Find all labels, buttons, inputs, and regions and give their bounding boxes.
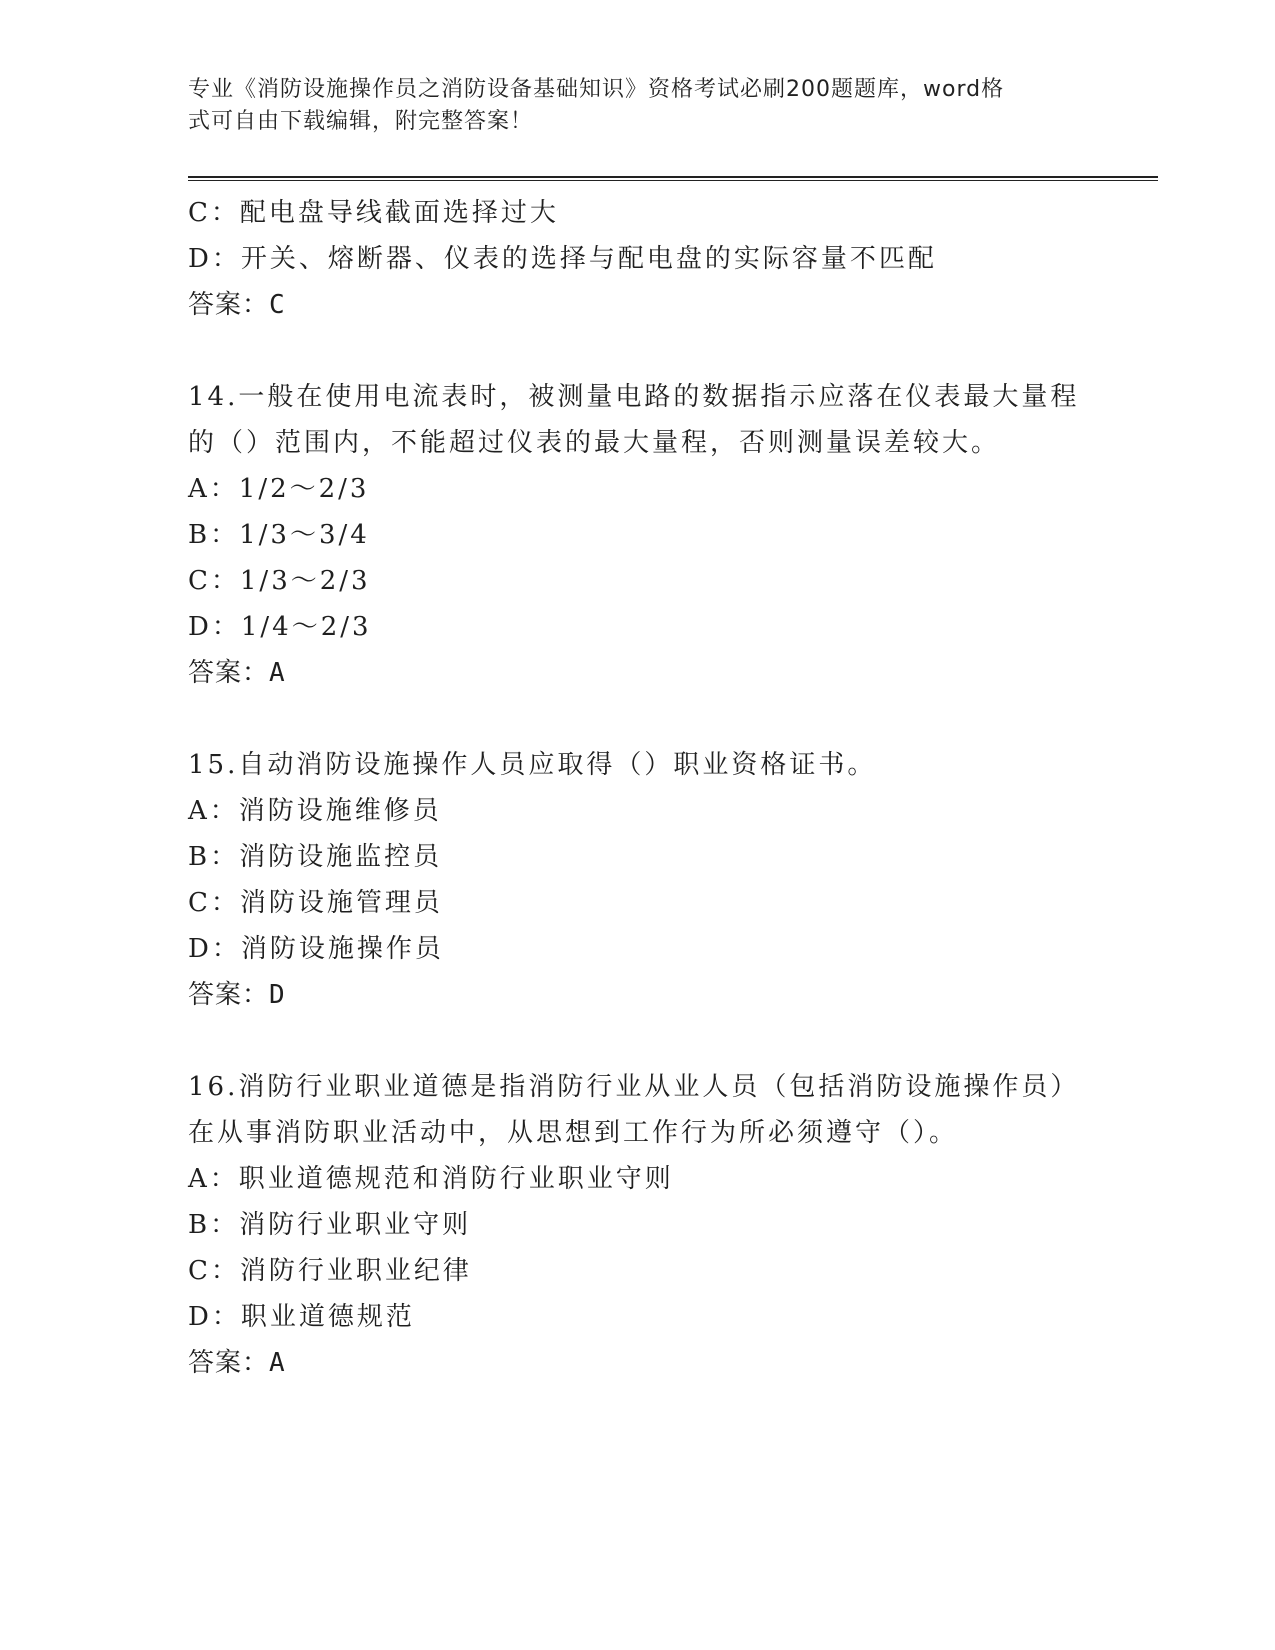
- question-14: [188, 374, 1088, 696]
- question-stem: 在从事消防职业活动中，从思想到工作行为所必须遵守（）。: [188, 1118, 959, 1148]
- option-c: C：消防行业职业纪律: [188, 1256, 472, 1286]
- option-c: C：配电盘导线截面选择过大: [188, 198, 559, 228]
- option-d: D：开关、熔断器、仪表的选择与配电盘的实际容量不匹配: [188, 244, 937, 274]
- question-continued: [188, 190, 1088, 328]
- option-c: C：消防设施管理员: [188, 888, 443, 918]
- header-line-1: 专业《消防设施操作员之消防设备基础知识》资格考试必刷200题题库，word格: [188, 77, 1005, 102]
- answer-line: 答案：A: [188, 658, 286, 688]
- answer-line: 答案：A: [188, 1348, 286, 1378]
- answer-line: 答案：D: [188, 980, 286, 1010]
- spacer: [188, 1018, 1088, 1064]
- option-b: B：消防设施监控员: [188, 842, 443, 872]
- option-a: A：消防设施维修员: [188, 796, 442, 826]
- spacer: [188, 696, 1088, 742]
- header-line-2: 式可自由下载编辑，附完整答案！: [188, 109, 534, 134]
- answer-line: 答案：C: [188, 290, 286, 320]
- option-d: D：1/4～2/3: [188, 612, 372, 642]
- option-b: B：消防行业职业守则: [188, 1210, 472, 1240]
- header-divider: [188, 176, 1158, 181]
- option-d: D：消防设施操作员: [188, 934, 444, 964]
- question-list: [188, 190, 1088, 1386]
- question-stem: 14.一般在使用电流表时，被测量电路的数据指示应落在仪表最大量程: [188, 382, 1080, 412]
- question-stem: 15.自动消防设施操作人员应取得（）职业资格证书。: [188, 750, 877, 780]
- question-16: [188, 1064, 1088, 1386]
- document-header: [188, 74, 1088, 138]
- question-stem: 的（）范围内，不能超过仪表的最大量程，否则测量误差较大。: [188, 428, 1001, 458]
- option-c: C：1/3～2/3: [188, 566, 371, 596]
- question-stem: 16.消防行业职业道德是指消防行业从业人员（包括消防设施操作员）: [188, 1072, 1080, 1102]
- option-a: A：1/2～2/3: [188, 474, 370, 504]
- option-d: D：职业道德规范: [188, 1302, 415, 1332]
- option-b: B：1/3～3/4: [188, 520, 370, 550]
- spacer: [188, 328, 1088, 374]
- question-15: [188, 742, 1088, 1018]
- option-a: A：职业道德规范和消防行业职业守则: [188, 1164, 674, 1194]
